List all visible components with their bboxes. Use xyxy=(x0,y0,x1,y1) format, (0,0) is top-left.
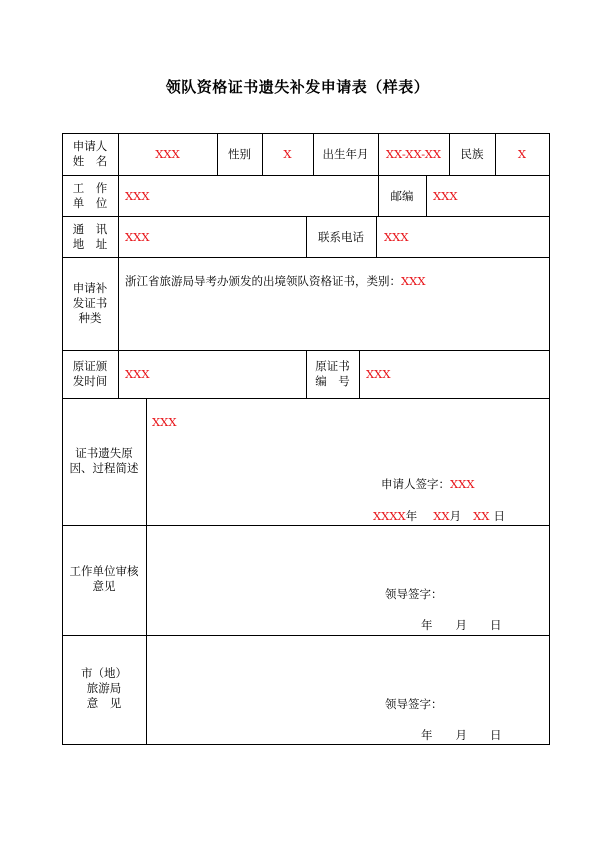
certificate-number-value[interactable]: XXX xyxy=(366,367,391,381)
row-divider xyxy=(62,398,550,399)
employer-review-date: 年 月 日 xyxy=(421,618,502,632)
table-border-bottom xyxy=(62,744,550,745)
certificate-number-label: 原证书 编 号 xyxy=(315,359,350,388)
application-date: XXXX年 XX月 XX 日 xyxy=(373,509,505,523)
phone-label: 联系电话 xyxy=(318,230,364,244)
postcode-label: 邮编 xyxy=(390,189,414,203)
certificate-type-text: 浙江省旅游局导考办颁发的出境领队资格证书，类别：XXX xyxy=(125,274,426,288)
applicant-signature-value[interactable]: XXX xyxy=(450,477,475,491)
certificate-type-label: 申请补 发证书 种类 xyxy=(72,281,108,325)
employer-value[interactable]: XXX xyxy=(125,189,150,203)
row-divider xyxy=(62,175,550,176)
loss-reason-label: 证书遗失原 因、过程简述 xyxy=(69,446,139,475)
gender-value[interactable]: X xyxy=(283,147,292,161)
certificate-type-value[interactable]: XXX xyxy=(401,274,426,288)
column-divider xyxy=(376,216,377,257)
ethnicity-label: 民族 xyxy=(460,147,484,161)
bureau-review-date: 年 月 日 xyxy=(421,728,502,742)
employer-review-label: 工作单位审核 意见 xyxy=(69,564,139,593)
row-divider xyxy=(62,257,550,258)
birth-date-label: 出生年月 xyxy=(322,147,369,161)
employer-leader-signature-label: 领导签字： xyxy=(385,587,443,601)
address-value[interactable]: XXX xyxy=(125,230,150,244)
table-border-top xyxy=(62,133,550,134)
column-divider xyxy=(359,350,360,398)
form-title: 领队资格证书遗失补发申请表（样表） xyxy=(165,78,430,96)
gender-label: 性别 xyxy=(228,147,251,161)
ethnicity-value[interactable]: X xyxy=(517,147,527,161)
issue-time-label: 原证颁 发时间 xyxy=(72,359,108,388)
column-divider xyxy=(118,133,119,398)
application-day-value[interactable]: XX xyxy=(473,509,490,523)
applicant-signature: 申请人签字：XXX xyxy=(381,477,475,491)
postcode-value[interactable]: XXX xyxy=(433,189,458,203)
bureau-leader-signature-label: 领导签字： xyxy=(385,697,443,711)
birth-date-value[interactable]: XX-XX-XX xyxy=(385,147,442,161)
employer-label: 工 作 单 位 xyxy=(72,181,108,210)
row-divider xyxy=(62,525,550,526)
tourism-bureau-label: 市（地） 旅游局 意 见 xyxy=(81,666,127,710)
column-divider xyxy=(426,175,427,216)
row-divider xyxy=(62,635,550,636)
column-divider xyxy=(146,398,147,744)
phone-value[interactable]: XXX xyxy=(384,230,409,244)
application-year-value[interactable]: XXXX xyxy=(373,509,406,523)
application-month-value[interactable]: XX xyxy=(433,509,450,523)
applicant-name-value[interactable]: XXX xyxy=(155,147,180,161)
table-border-right xyxy=(549,133,550,745)
address-label: 通 讯 地 址 xyxy=(72,222,108,251)
applicant-name-label: 申请人 姓 名 xyxy=(72,139,108,168)
issue-time-value[interactable]: XXX xyxy=(125,367,150,381)
loss-reason-value[interactable]: XXX xyxy=(152,415,177,429)
